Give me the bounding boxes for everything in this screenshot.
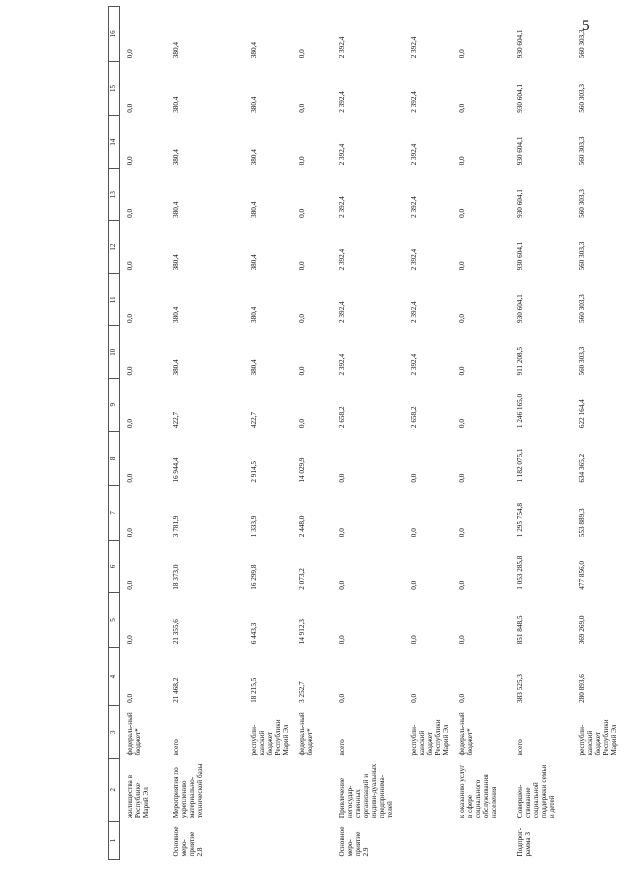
table-row (452, 7, 510, 860)
value-cell: 0,0 (409, 635, 418, 645)
value-cell: 0,0 (458, 580, 467, 590)
value-cell: 18 215,5 (249, 677, 258, 703)
table-row (244, 7, 292, 860)
value-cell: 380,4 (249, 96, 258, 113)
value-cell: 0,0 (126, 693, 134, 703)
value-cell: 0,0 (458, 528, 467, 538)
value-cell: 18 373,0 (171, 564, 180, 590)
table-row (572, 7, 624, 860)
col-header: 16 (109, 7, 120, 62)
measure-code-cell (292, 821, 332, 859)
value-cell: 0,0 (458, 635, 467, 645)
measure-name-cell: жилищества в Республике Марий Эл (126, 774, 151, 819)
measure-name-cell (244, 758, 292, 821)
value-cell: 930 604,1 (516, 84, 525, 113)
value-cell: 0,0 (126, 208, 134, 218)
measure-name-cell (572, 758, 624, 821)
value-cell: 0,0 (458, 208, 467, 218)
measure-name-cell: Мероприятия по укреплению материально-технической базы (171, 763, 204, 819)
value-cell: 0,0 (337, 635, 346, 645)
col-header: 3 (109, 706, 120, 759)
col-header: 9 (109, 379, 120, 432)
col-header: 1 (109, 821, 120, 859)
value-cell: 2 658,2 (409, 406, 418, 429)
value-cell: 422,7 (249, 411, 258, 429)
value-cell: 380,4 (249, 254, 258, 271)
value-cell: 2 392,4 (409, 91, 418, 113)
value-cell: 0,0 (458, 366, 467, 376)
value-cell: 280 893,6 (578, 674, 587, 703)
value-cell: 2 392,4 (337, 143, 346, 166)
value-cell: 0,0 (409, 528, 418, 538)
value-cell: 380,4 (171, 42, 180, 59)
value-cell: 851 848,5 (516, 615, 525, 645)
value-cell: 0,0 (297, 156, 306, 166)
value-cell: 0,0 (297, 103, 306, 113)
funding-source-cell: всего (171, 739, 180, 756)
value-cell: 622 164,4 (578, 399, 587, 429)
value-cell: 14 912,3 (297, 619, 306, 645)
value-cell: 0,0 (297, 313, 306, 323)
value-cell: 1 295 754,8 (516, 503, 525, 538)
value-cell: 369 269,0 (578, 615, 587, 645)
value-cell: 2 073,2 (297, 568, 306, 590)
measure-code-cell: Основное меро-приятие 2.8 (171, 826, 204, 857)
value-cell: 0,0 (409, 473, 418, 483)
value-cell: 0,0 (297, 49, 306, 59)
value-cell: 0,0 (337, 580, 346, 590)
col-header: 14 (109, 116, 120, 169)
value-cell: 2 392,4 (337, 353, 346, 376)
value-cell: 930 604,1 (516, 294, 525, 323)
funding-source-cell: федераль-ный бюджет* (126, 712, 143, 756)
col-header: 7 (109, 486, 120, 541)
value-cell: 380,4 (249, 306, 258, 323)
value-cell: 0,0 (297, 366, 306, 376)
table-row (120, 7, 166, 860)
value-cell: 3 781,9 (171, 515, 180, 538)
measure-name-cell: Привлечение негосудар-ственных организаций и индиви-дуальных предпринима-телей (337, 763, 395, 819)
funding-source-cell: федераль-ный бюджет* (458, 712, 475, 756)
value-cell: 2 392,4 (409, 36, 418, 59)
value-cell: 0,0 (458, 419, 467, 429)
value-cell: 2 392,4 (409, 248, 418, 271)
value-cell: 0,0 (337, 693, 346, 703)
value-cell: 930 604,1 (516, 136, 525, 166)
table-row (510, 7, 572, 860)
measure-name-cell (404, 758, 452, 821)
col-header: 15 (109, 61, 120, 116)
value-cell: 2 392,4 (337, 196, 346, 218)
col-header: 6 (109, 540, 120, 593)
value-cell: 380,4 (171, 96, 180, 113)
value-cell: 930 604,1 (516, 29, 525, 59)
value-cell: 0,0 (458, 103, 467, 113)
measure-code-cell: Подпрог-рамма 3 (516, 827, 533, 857)
col-header: 13 (109, 168, 120, 221)
budget-table (108, 6, 624, 860)
funding-source-cell: всего (516, 739, 525, 756)
value-cell: 0,0 (458, 473, 467, 483)
value-cell: 16 299,8 (249, 564, 258, 590)
value-cell: 560 303,3 (578, 29, 587, 59)
table-row (292, 7, 332, 860)
measure-code-cell (244, 821, 292, 859)
measure-name-cell (292, 758, 332, 821)
measure-code-cell (120, 821, 166, 859)
value-cell: 0,0 (409, 580, 418, 590)
value-cell: 380,4 (171, 149, 180, 166)
measure-code-cell (404, 821, 452, 859)
value-cell: 553 889,3 (578, 508, 587, 538)
value-cell: 2 914,5 (249, 461, 258, 483)
value-cell: 2 392,4 (337, 301, 346, 323)
value-cell: 14 029,9 (297, 457, 306, 483)
value-cell: 1 246 165,0 (516, 393, 525, 429)
value-cell: 0,0 (297, 419, 306, 429)
value-cell: 634 365,2 (578, 453, 587, 483)
measure-code-cell (572, 821, 624, 859)
value-cell: 0,0 (458, 49, 467, 59)
value-cell: 2 392,4 (337, 248, 346, 271)
value-cell: 0,0 (126, 635, 134, 645)
value-cell: 0,0 (458, 156, 467, 166)
value-cell: 0,0 (297, 208, 306, 218)
measure-name-cell: к оказанию услуг в сфере социального обслуживания населения (458, 764, 499, 819)
value-cell: 2 392,4 (337, 36, 346, 59)
value-cell: 380,4 (249, 42, 258, 59)
value-cell: 380,4 (171, 359, 180, 376)
value-cell: 0,0 (126, 261, 134, 271)
value-cell: 21 468,2 (171, 677, 180, 703)
value-cell: 560 303,3 (578, 294, 587, 323)
value-cell: 477 856,0 (578, 560, 587, 590)
value-cell: 0,0 (126, 313, 134, 323)
value-cell: 0,0 (126, 419, 134, 429)
table-row (166, 7, 244, 860)
value-cell: 560 303,3 (578, 241, 587, 271)
value-cell: 0,0 (337, 528, 346, 538)
page-number: 5 (582, 18, 590, 34)
value-cell: 911 208,5 (516, 347, 525, 376)
value-cell: 6 443,3 (249, 622, 258, 645)
value-cell: 1 182 075,1 (516, 448, 525, 483)
value-cell: 380,4 (171, 201, 180, 218)
measure-code-cell (452, 821, 510, 859)
value-cell: 2 392,4 (409, 143, 418, 166)
value-cell: 422,7 (171, 411, 180, 429)
value-cell: 380,4 (171, 254, 180, 271)
budget-table-rotated (108, 6, 628, 860)
value-cell: 383 525,3 (516, 674, 525, 703)
table-row (404, 7, 452, 860)
value-cell: 1 333,9 (249, 515, 258, 538)
value-cell: 930 604,1 (516, 241, 525, 271)
measure-name-cell: Совершен-ствование социальной поддержки семьи и детей (516, 764, 557, 819)
value-cell: 0,0 (458, 313, 467, 323)
value-cell: 16 944,4 (171, 457, 180, 483)
value-cell: 930 604,1 (516, 189, 525, 218)
value-cell: 560 303,3 (578, 136, 587, 166)
col-header: 4 (109, 647, 120, 706)
value-cell: 380,4 (249, 149, 258, 166)
value-cell: 2 392,4 (409, 353, 418, 376)
value-cell: 2 658,2 (337, 406, 346, 429)
value-cell: 380,4 (171, 306, 180, 323)
value-cell: 0,0 (126, 156, 134, 166)
value-cell: 0,0 (126, 49, 134, 59)
value-cell: 0,0 (126, 103, 134, 113)
funding-source-cell: республи-канский бюджет Республики Марий Эл (409, 719, 451, 756)
value-cell: 3 252,7 (297, 681, 306, 703)
value-cell: 0,0 (126, 528, 134, 538)
value-cell: 560 303,3 (578, 346, 587, 376)
col-header: 11 (109, 273, 120, 326)
value-cell: 560 303,3 (578, 189, 587, 218)
value-cell: 21 355,6 (171, 619, 180, 645)
funding-source-cell: всего (337, 739, 346, 756)
value-cell: 0,0 (126, 580, 134, 590)
funding-source-cell: федераль-ный бюджет* (297, 712, 314, 756)
value-cell: 0,0 (458, 261, 467, 271)
col-header: 8 (109, 431, 120, 486)
value-cell: 0,0 (409, 693, 418, 703)
value-cell: 2 392,4 (337, 91, 346, 113)
funding-source-cell: республи-канский бюджет Республики Марий Эл (249, 719, 290, 756)
value-cell: 380,4 (249, 359, 258, 376)
table-body (120, 7, 625, 860)
value-cell: 2 392,4 (409, 301, 418, 323)
table-row (332, 7, 404, 860)
value-cell: 0,0 (126, 473, 134, 483)
funding-source-cell: республи-канский бюджет Республики Марий Эл (578, 719, 619, 756)
col-header: 12 (109, 221, 120, 274)
value-cell: 0,0 (458, 693, 467, 703)
value-cell: 2 448,0 (297, 515, 306, 538)
value-cell: 380,4 (249, 201, 258, 218)
value-cell: 0,0 (297, 261, 306, 271)
col-header: 2 (109, 758, 120, 821)
value-cell: 2 392,4 (409, 196, 418, 218)
value-cell: 0,0 (337, 473, 346, 483)
value-cell: 1 053 285,8 (516, 555, 525, 590)
col-header: 10 (109, 326, 120, 379)
value-cell: 0,0 (126, 366, 134, 376)
header-row (109, 7, 120, 860)
measure-code-cell: Основное меро-приятие 2.9 (337, 826, 370, 857)
col-header: 5 (109, 593, 120, 648)
value-cell: 560 303,3 (578, 84, 587, 113)
